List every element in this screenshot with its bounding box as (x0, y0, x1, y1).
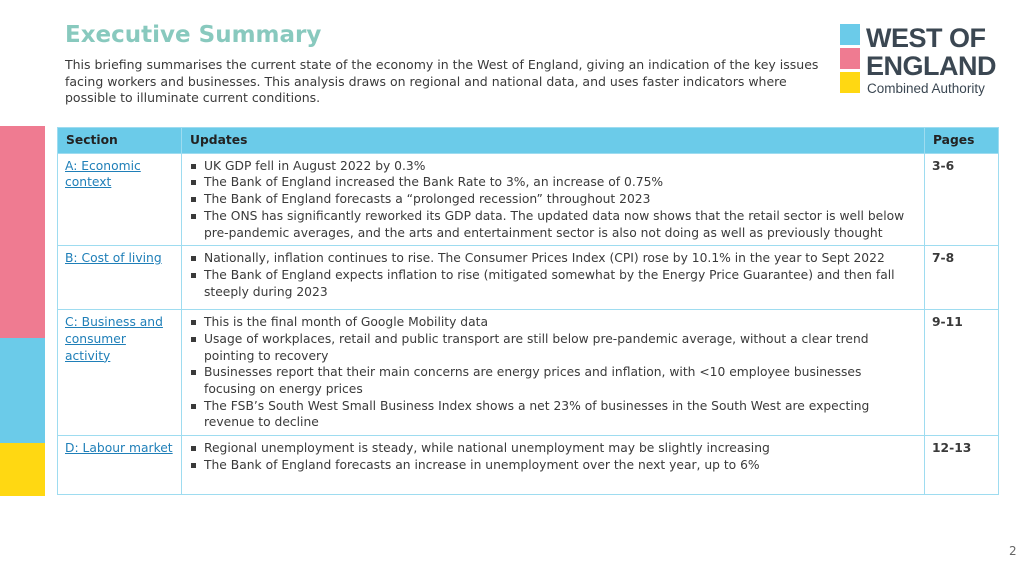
logo-line-1: WEST OF (866, 23, 986, 53)
side-bar-yellow (0, 443, 45, 496)
section-link-labour-market[interactable]: D: Labour market (65, 441, 173, 456)
summary-table (57, 127, 999, 495)
table-row (58, 436, 999, 495)
bullet-list (190, 250, 916, 300)
header-updates: Updates (182, 128, 925, 154)
header-section: Section (58, 128, 182, 154)
intro-paragraph: This briefing summarises the current state of the economy in the West of England, giving an indication of the key issues facing workers and businesses. This analysis draws on regional and national data, and uses faster indicators where possible to illuminate current conditions. (65, 57, 819, 105)
bullet-item: The Bank of England increased the Bank Rate to 3%, an increase of 0.75% (190, 174, 916, 191)
bullet-item: The ONS has significantly reworked its GDP data. The updated data now shows that the retail sector is well below pre-pandemic averages, and the arts and entertainment sector is also not doing as well as previously thought (190, 208, 916, 241)
table-row (58, 310, 999, 436)
section-cell (58, 153, 182, 246)
west-of-england-logo (840, 22, 1015, 98)
table-header-row (58, 128, 999, 154)
pages-cell: 7-8 (925, 246, 999, 310)
bullet-item: The Bank of England expects inflation to rise (mitigated somewhat by the Energy Price Guarantee) and then fall steeply during 2023 (190, 267, 916, 300)
section-link-economic-context[interactable]: A: Economic context (65, 158, 141, 190)
bullet-list (190, 158, 916, 242)
bullet-item: The FSB’s South West Small Business Index shows a net 23% of businesses in the South West are expecting revenue to decline (190, 398, 916, 431)
bullet-item: Regional unemployment is steady, while national unemployment may be slightly increasing (190, 440, 916, 457)
updates-cell (182, 153, 925, 246)
header-pages: Pages (925, 128, 999, 154)
section-link-cost-of-living[interactable]: B: Cost of living (65, 251, 162, 266)
bullet-item: Usage of workplaces, retail and public transport are still below pre-pandemic average, without a clear trend pointing to recovery (190, 331, 916, 364)
section-cell (58, 246, 182, 310)
bullet-item: The Bank of England forecasts an increase in unemployment over the next year, up to 6% (190, 457, 916, 474)
section-link-business-consumer-activity[interactable]: C: Business and consumer activity (65, 315, 163, 363)
table-row (58, 153, 999, 246)
bullet-list (190, 440, 916, 473)
bullet-item: The Bank of England forecasts a “prolonged recession” throughout 2023 (190, 191, 916, 208)
bullet-item: Businesses report that their main concerns are energy prices and inflation, with <10 employee businesses focusing on energy prices (190, 364, 916, 397)
updates-cell (182, 246, 925, 310)
logo-blue-square (840, 24, 860, 45)
bullet-item: Nationally, inflation continues to rise. The Consumer Prices Index (CPI) rose by 10.1% in the year to Sept 2022 (190, 250, 916, 267)
pages-cell: 3-6 (925, 153, 999, 246)
bullet-list (190, 314, 916, 431)
section-cell (58, 310, 182, 436)
page-number: 2 (1009, 544, 1017, 558)
table-row (58, 246, 999, 310)
pages-cell: 12-13 (925, 436, 999, 495)
bullet-item: This is the final month of Google Mobility data (190, 314, 916, 331)
logo-yellow-square (840, 72, 860, 93)
side-bar-pink (0, 126, 45, 338)
updates-cell (182, 436, 925, 495)
logo-pink-square (840, 48, 860, 69)
page-title: Executive Summary (65, 22, 322, 48)
side-bar-blue (0, 338, 45, 443)
pages-cell: 9-11 (925, 310, 999, 436)
bullet-item: UK GDP fell in August 2022 by 0.3% (190, 158, 916, 175)
updates-cell (182, 310, 925, 436)
logo-line-3: Combined Authority (867, 81, 985, 96)
logo-line-2: ENGLAND (866, 51, 996, 81)
section-cell (58, 436, 182, 495)
